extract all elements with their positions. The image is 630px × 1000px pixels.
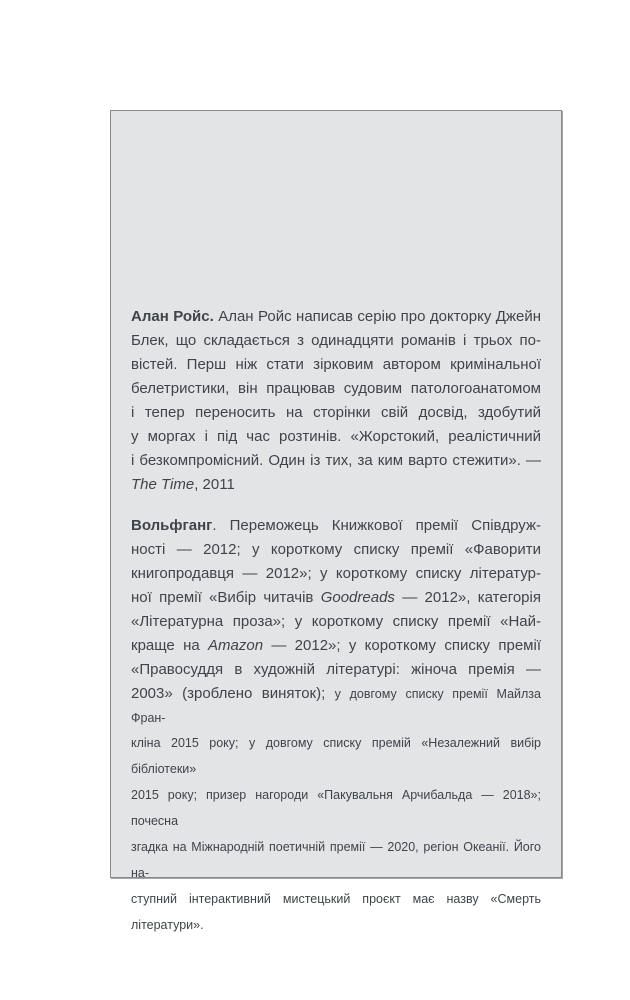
text-line (131, 538, 541, 562)
text-line (131, 329, 541, 353)
text-line (131, 562, 541, 586)
book-page-sheet (110, 110, 562, 932)
text-line (131, 473, 541, 497)
text-run: 2003» (зроблено виняток); (131, 685, 335, 702)
text-run: згадка на Міжнародній поетичній премії — 2020, регіон Океанії. Його на- (131, 840, 541, 880)
text-line (131, 834, 541, 886)
text-run: Алан Ройс. (131, 308, 214, 325)
text-line (131, 425, 541, 449)
text-run: , 2011 (194, 476, 235, 493)
paragraph-alan-royce-bio (131, 305, 541, 497)
text-line (131, 586, 541, 610)
text-run: ступний інтерактивний мистецький проєкт має назву «Смерть літератури». (131, 892, 541, 932)
text-line (131, 634, 541, 658)
paragraph-wolfgang-awards (131, 514, 541, 938)
text-run: — 2012», категорія (394, 589, 541, 606)
text-run: у моргах і під час розтинів. «Жорстокий, реалістичний (131, 428, 541, 445)
text-run: Вольфганг (131, 517, 213, 534)
text-line (131, 658, 541, 682)
text-run: «Літературна проза»; у короткому списку премії «Най- (131, 613, 541, 630)
text-line (131, 886, 541, 938)
text-line (131, 782, 541, 834)
text-run: ності — 2012; у короткому списку премії «Фаворити (131, 541, 541, 558)
text-line (131, 682, 541, 730)
text-run: у довгому списку премії Майлза Фран- (131, 687, 541, 725)
text-run: Блек, що складається з одинадцяти романів і трьох по- (131, 332, 541, 349)
text-run: ної премії «Вибір читачів (131, 589, 321, 606)
text-line (131, 730, 541, 782)
text-run: і тепер переносить на сторінки свій досвід, здобутий (131, 404, 541, 421)
text-line (131, 377, 541, 401)
text-line (131, 305, 541, 329)
text-run: Goodreads (320, 589, 395, 606)
text-line (131, 401, 541, 425)
text-run: і безкомпромісний. Один із тих, за ким варто стежити». — (131, 452, 541, 469)
text-run: The Time (131, 476, 195, 493)
page-text (131, 305, 541, 955)
text-run: краще на (131, 637, 209, 654)
text-line (131, 514, 541, 538)
text-run: «Правосуддя в художній літературі: жіноча премія — (131, 661, 541, 678)
text-run: 2015 року; призер нагороди «Пакувальня Арчибальда — 2018»; почесна (131, 788, 541, 828)
text-run: белетристики, він працював судовим патологоанатомом (131, 380, 541, 397)
text-run: кліна 2015 року; у довгому списку премій «Незалежний вибір бібліотеки» (131, 736, 541, 776)
text-run: Amazon (208, 637, 264, 654)
text-run: книгопродавця — 2012»; у короткому списку літератур- (131, 565, 541, 582)
text-run: вістей. Перш ніж стати зірковим автором кримінальної (131, 356, 541, 373)
text-run: Алан Ройс написав серію про докторку Джейн (213, 308, 541, 325)
text-run: . Переможець Книжкової премії Співдруж- (212, 517, 541, 534)
text-line (131, 610, 541, 634)
text-line (131, 449, 541, 473)
text-run: — 2012»; у короткому списку премії (263, 637, 541, 654)
text-line (131, 353, 541, 377)
